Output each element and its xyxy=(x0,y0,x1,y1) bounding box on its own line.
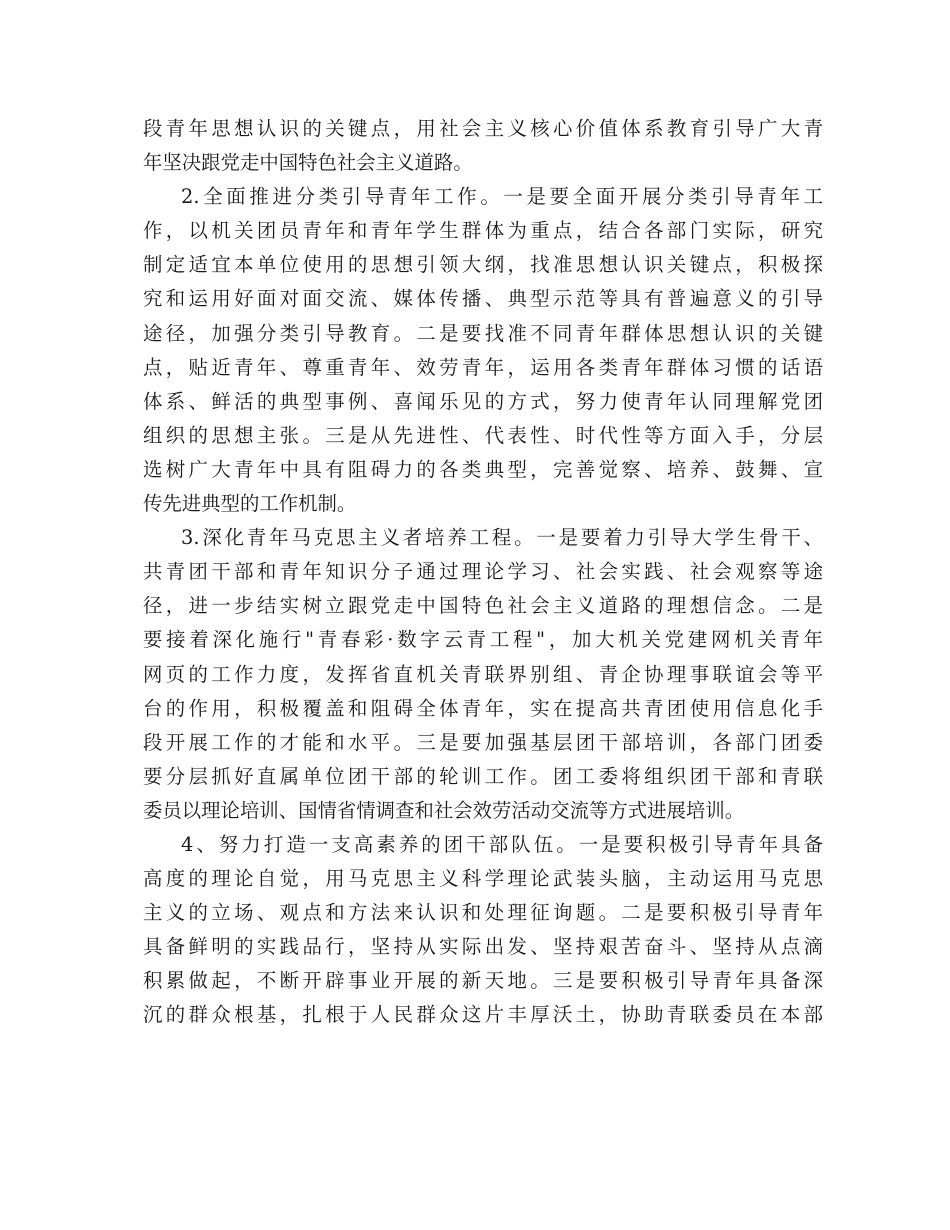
text-line: 高度的理论自觉，用马克思主义科学理论武装头脑，主动运用马克思 xyxy=(143,867,823,891)
text-line: 网页的工作力度，发挥省直机关青联界别组、青企协理事联谊会等平 xyxy=(143,662,823,686)
text-line: 究和运用好面对面交流、媒体传播、典型示范等具有普遍意义的引导 xyxy=(143,287,823,311)
text-line: 作，以机关团员青年和青年学生群体为重点，结合各部门实际，研究 xyxy=(143,219,823,243)
text-line: 台的作用，积极覆盖和阻碍全体青年，实在提高共青团使用信息化手 xyxy=(143,696,823,720)
text-line: 共青团干部和青年知识分子通过理论学习、社会实践、社会观察等途 xyxy=(143,560,823,584)
text-line: 组织的思想主张。三是从先进性、代表性、时代性等方面入手，分层 xyxy=(143,423,823,447)
document-body xyxy=(143,112,823,1033)
paragraph-start-line: 4、努力打造一支高素养的团干部队伍。一是要积极引导青年具备 xyxy=(181,832,823,856)
text-line: 点，贴近青年、尊重青年、效劳青年，运用各类青年群体习惯的话语 xyxy=(143,355,823,379)
paragraph-start-line: 2.全面推进分类引导青年工作。一是要全面开展分类引导青年工 xyxy=(181,185,823,209)
text-line: 积累做起，不断开辟事业开展的新天地。三是要积极引导青年具备深 xyxy=(143,969,823,993)
text-line: 主义的立场、观点和方法来认识和处理征询题。二是要积极引导青年 xyxy=(143,901,823,925)
text-line: 委员以理论培训、国情省情调查和社会效劳活动交流等方式进展培训。 xyxy=(143,798,745,822)
text-line: 要分层抓好直属单位团干部的轮训工作。团工委将组织团干部和青联 xyxy=(143,764,823,788)
text-line: 体系、鲜活的典型事例、喜闻乐见的方式，努力使青年认同理解党团 xyxy=(143,389,823,413)
text-line: 径，进一步结实树立跟党走中国特色社会主义道路的理想信念。二是 xyxy=(143,594,823,618)
text-line: 年坚决跟党走中国特色社会主义道路。 xyxy=(143,151,473,175)
text-line: 沉的群众根基，扎根于人民群众这片丰厚沃土，协助青联委员在本部 xyxy=(143,1003,823,1027)
text-line: 制定适宜本单位使用的思想引领大纲，找准思想认识关键点，积极探 xyxy=(143,253,823,277)
text-line: 传先进典型的工作机制。 xyxy=(143,492,357,516)
paragraph-start-line: 3.深化青年马克思主义者培养工程。一是要着力引导大学生骨干、 xyxy=(181,526,823,550)
text-line: 途径，加强分类引导教育。二是要找准不同青年群体思想认识的关键 xyxy=(143,321,823,345)
text-line: 要接着深化施行"青春彩·数字云青工程"，加大机关党建网机关青年 xyxy=(143,628,823,652)
text-line: 选树广大青年中具有阻碍力的各类典型，完善觉察、培养、鼓舞、宣 xyxy=(143,457,823,481)
text-line: 段青年思想认识的关键点，用社会主义核心价值体系教育引导广大青 xyxy=(143,117,823,140)
text-line: 段开展工作的才能和水平。三是要加强基层团干部培训，各部门团委 xyxy=(143,730,823,754)
text-line: 具备鲜明的实践品行，坚持从实际出发、坚持艰苦奋斗、坚持从点滴 xyxy=(143,935,823,959)
